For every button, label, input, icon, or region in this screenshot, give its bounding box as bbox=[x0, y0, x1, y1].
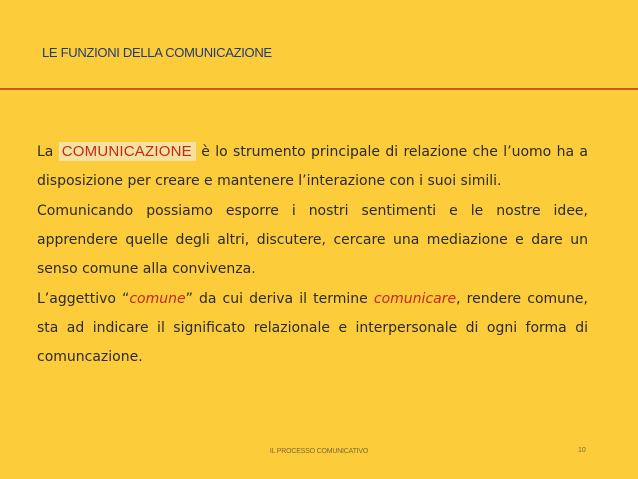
page-number: 10 bbox=[578, 447, 586, 454]
footer-title: IL PROCESSO COMUNICATIVO bbox=[269, 448, 369, 455]
term-comune: comune bbox=[129, 291, 186, 307]
term-comunicare: comunicare bbox=[373, 291, 457, 307]
slide-body bbox=[37, 137, 588, 373]
paragraph-2: Comunicando possiamo esporre i nostri sentimenti e le nostre idee, apprendere quelle degli altri, discutere, cercare una mediazione e dare un senso comune alla convivenza. bbox=[37, 203, 588, 277]
paragraph-3 bbox=[37, 285, 588, 372]
paragraph-1-rest: è lo strumento principale di relazione che l’uomo ha a disposizione per creare e mantenere l’interazione con i suoi simili. bbox=[37, 144, 588, 189]
highlighted-term: COMUNICAZIONE bbox=[59, 142, 196, 161]
slide-title: LE FUNZIONI DELLA COMUNICAZIONE bbox=[42, 45, 272, 60]
paragraph-1-intro: La bbox=[37, 144, 59, 160]
paragraph-3-part-3: , rendere comune, sta ad indicare il significato relazionale e interpersonale di ogni forma di comuncazione. bbox=[37, 291, 588, 365]
paragraph-1 bbox=[37, 137, 588, 196]
paragraph-3-part-2: ” da cui deriva il termine bbox=[185, 291, 374, 307]
title-divider bbox=[0, 88, 638, 90]
paragraph-3-part-1: L’aggettivo “ bbox=[37, 291, 130, 307]
